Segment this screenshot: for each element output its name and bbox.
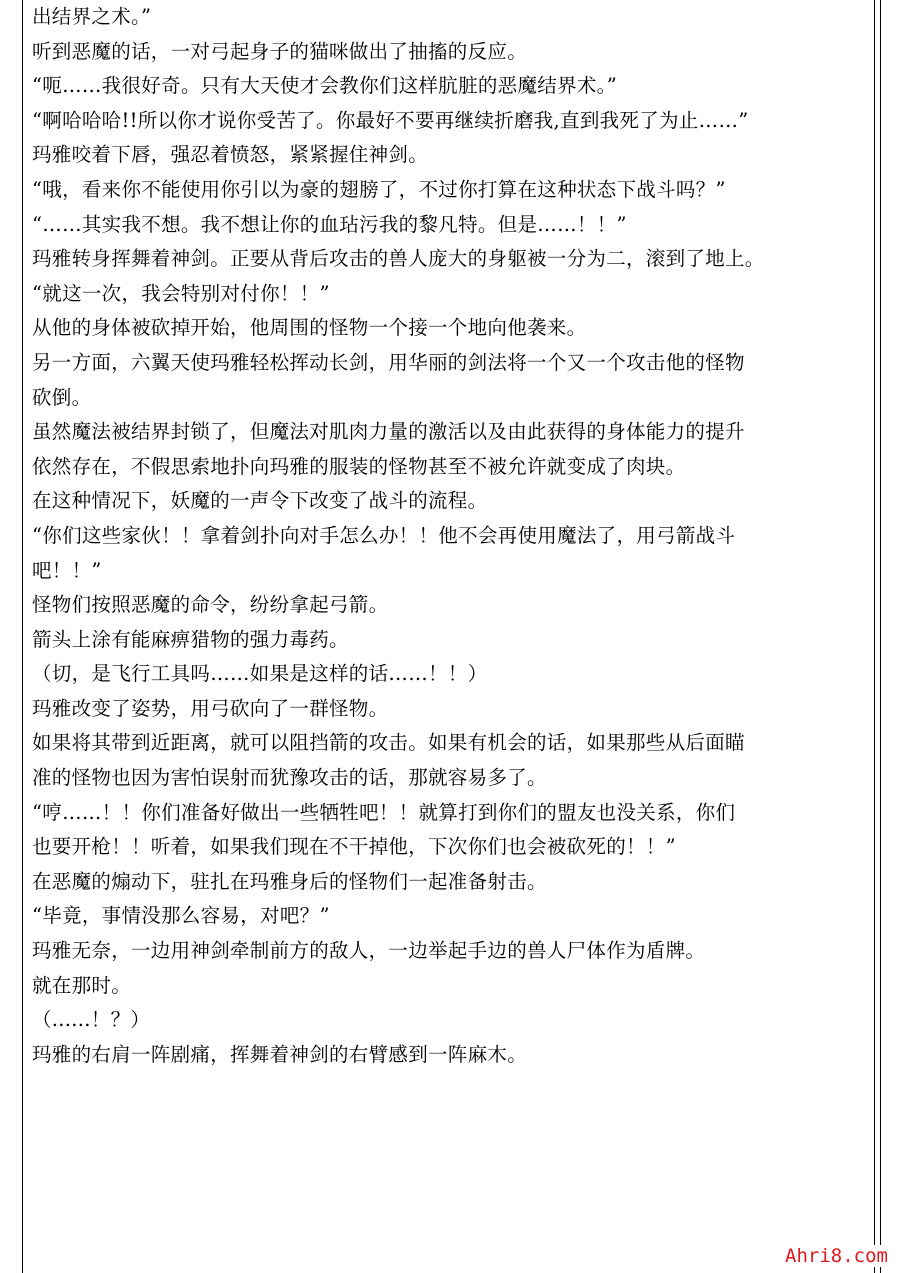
text-line: “哦，看来你不能使用你引以为豪的翅膀了，不过你打算在这种状态下战斗吗？” [32,177,726,201]
text-line: 砍倒。 [32,385,92,409]
text-line: 玛雅无奈，一边用神剑牵制前方的敌人，一边举起手边的兽人尸体作为盾牌。 [32,939,706,963]
text-line: 在这种情况下，妖魔的一声令下改变了战斗的流程。 [32,489,488,513]
page-border-right-outer [880,0,881,1273]
text-line: （......！？） [32,1008,151,1032]
text-line: 在恶魔的煽动下，驻扎在玛雅身后的怪物们一起准备射击。 [32,869,547,893]
text-line: 从他的身体被砍掉开始，他周围的怪物一个接一个地向他袭来。 [32,316,587,340]
page-border-right-inner [874,0,875,1273]
watermark: Ahri8.com [785,1245,888,1267]
text-line: “啊哈哈哈!!所以你才说你受苦了。你最好不要再继续折磨我,直到我死了为止……” [32,108,749,132]
text-line: 如果将其带到近距离，就可以阻挡箭的攻击。如果有机会的话，如果那些从后面瞄 [32,731,745,755]
text-line: 准的怪物也因为害怕误射而犹豫攻击的话，那就容易多了。 [32,766,547,790]
text-line: “呃……我很好奇。只有大天使才会教你们这样肮脏的恶魔结界术。” [32,74,617,98]
text-line: “你们这些家伙！！拿着剑扑向对手怎么办！！他不会再使用魔法了，用弓箭战斗 [32,523,736,547]
text-line: “毕竟，事情没那么容易，对吧？” [32,904,330,928]
text-line: 听到恶魔的话，一对弓起身子的猫咪做出了抽搐的反应。 [32,39,528,63]
document-body [32,0,868,1072]
text-line: 怪物们按照恶魔的命令，纷纷拿起弓箭。 [32,593,389,617]
text-line: 出结界之术。” [32,5,152,28]
text-line: （切，是飞行工具吗……如果是这样的话……！！） [32,662,488,686]
text-line: “……其实我不想。我不想让你的血玷污我的黎凡特。但是……！！” [32,212,627,236]
text-line: 就在那时。 [32,973,132,997]
text-line: “哼……！！你们准备好做出一些牺牲吧！！就算打到你们的盟友也没关系，你们 [32,800,736,824]
text-line: 也要开枪！！听着，如果我们现在不干掉他，下次你们也会被砍死的！！” [32,835,676,859]
text-line: 玛雅转身挥舞着神剑。正要从背后攻击的兽人庞大的身躯被一分为二，滚到了地上。 [32,247,765,271]
text-line: “就这一次，我会特别对付你！！” [32,281,330,305]
text-line: 箭头上涂有能麻痹猎物的强力毒药。 [32,627,349,651]
text-line: 玛雅改变了姿势，用弓砍向了一群怪物。 [32,696,389,720]
text-line: 另一方面，六翼天使玛雅轻松挥动长剑，用华丽的剑法将一个又一个攻击他的怪物 [32,350,745,374]
text-line: 玛雅的右肩一阵剧痛，挥舞着神剑的右臂感到一阵麻木。 [32,1042,528,1066]
text-line: 虽然魔法被结界封锁了，但魔法对肌肉力量的激活以及由此获得的身体能力的提升 [32,420,745,444]
text-line: 吧！！” [32,558,102,582]
text-line: 玛雅咬着下唇，强忍着愤怒，紧紧握住神剑。 [32,143,429,167]
page-border-left [22,0,23,1273]
text-line: 依然存在，不假思索地扑向玛雅的服装的怪物甚至不被允许就变成了肉块。 [32,454,686,478]
